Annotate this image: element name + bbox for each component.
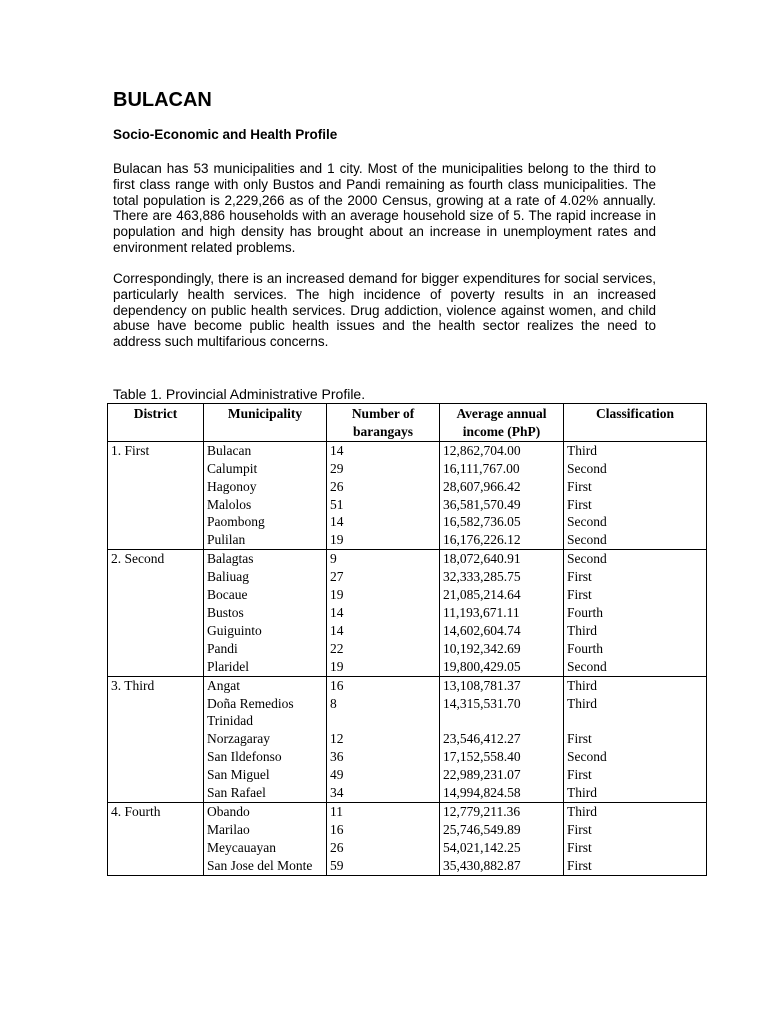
table-body [108, 441, 707, 875]
barangays-cell: 19 [327, 586, 440, 604]
barangays-cell: 19 [327, 658, 440, 676]
barangays-cell: 14 [327, 441, 440, 459]
income-cell: 21,085,214.64 [440, 586, 564, 604]
header-municipality: Municipality [204, 404, 327, 442]
barangays-cell: 16 [327, 821, 440, 839]
income-cell: 11,193,671.11 [440, 604, 564, 622]
municipality-cell: Paombong [204, 513, 327, 531]
income-cell: 12,862,704.00 [440, 441, 564, 459]
barangays-cell: 49 [327, 766, 440, 784]
section-subtitle: Socio-Economic and Health Profile [113, 127, 338, 142]
classification-cell: Fourth [564, 640, 707, 658]
table-row [108, 441, 707, 459]
income-cell: 14,602,604.74 [440, 622, 564, 640]
district-cell: 1. First [108, 441, 204, 549]
classification-cell: First [564, 496, 707, 514]
municipality-cell: Baliuag [204, 568, 327, 586]
classification-cell: Second [564, 531, 707, 549]
classification-cell: Third [564, 695, 707, 731]
barangays-cell: 36 [327, 748, 440, 766]
municipality-cell: Meycauayan [204, 839, 327, 857]
barangays-cell: 29 [327, 460, 440, 478]
income-cell: 14,994,824.58 [440, 784, 564, 802]
income-cell: 23,546,412.27 [440, 730, 564, 748]
income-cell: 16,111,767.00 [440, 460, 564, 478]
classification-cell: Second [564, 748, 707, 766]
municipality-cell: Hagonoy [204, 478, 327, 496]
classification-cell: First [564, 478, 707, 496]
municipality-cell: Malolos [204, 496, 327, 514]
barangays-cell: 14 [327, 513, 440, 531]
table-caption: Table 1. Provincial Administrative Profile. [113, 386, 366, 402]
municipality-cell: Obando [204, 802, 327, 820]
intro-paragraph: Bulacan has 53 municipalities and 1 city. Most of the municipalities belong to the third to first class range with only Bustos and Pandi remaining as fourth class municipalities. The total population is 2,229,266 as of the 2000 Census, growing at a rate of 4.02% annually. There are 463,886 households with an average household size of 5. The rapid increase in population and high density has brought about an increase in unemployment rates and environment related problems. [113, 161, 656, 255]
barangays-cell: 34 [327, 784, 440, 802]
classification-cell: First [564, 766, 707, 784]
classification-cell: Second [564, 550, 707, 568]
classification-cell: Second [564, 658, 707, 676]
health-paragraph: Correspondingly, there is an increased demand for bigger expenditures for social services, particularly health services. The high incidence of poverty results in an increased dependency on public health services. Drug addiction, violence against women, and child abuse have become public health issues and the health sector realizes the need to address such multifarious concerns. [113, 271, 656, 350]
income-cell: 28,607,966.42 [440, 478, 564, 496]
income-cell: 16,176,226.12 [440, 531, 564, 549]
classification-cell: First [564, 857, 707, 875]
table-header-row [108, 404, 707, 442]
municipality-cell: Doña Remedios Trinidad [204, 695, 327, 731]
municipality-cell: Plaridel [204, 658, 327, 676]
header-district: District [108, 404, 204, 442]
municipality-cell: Guiguinto [204, 622, 327, 640]
income-cell: 18,072,640.91 [440, 550, 564, 568]
classification-cell: Third [564, 676, 707, 694]
barangays-cell: 9 [327, 550, 440, 568]
page-title: BULACAN [113, 89, 212, 111]
income-cell: 22,989,231.07 [440, 766, 564, 784]
income-cell: 14,315,531.70 [440, 695, 564, 731]
income-cell: 54,021,142.25 [440, 839, 564, 857]
classification-cell: First [564, 730, 707, 748]
header-classification: Classification [564, 404, 707, 442]
district-cell: 3. Third [108, 676, 204, 802]
income-cell: 12,779,211.36 [440, 802, 564, 820]
municipality-cell: Bustos [204, 604, 327, 622]
barangays-cell: 11 [327, 802, 440, 820]
municipality-cell: Bocaue [204, 586, 327, 604]
barangays-cell: 26 [327, 478, 440, 496]
classification-cell: First [564, 568, 707, 586]
income-cell: 17,152,558.40 [440, 748, 564, 766]
header-income: Average annual income (PhP) [440, 404, 564, 442]
district-cell: 4. Fourth [108, 802, 204, 875]
municipality-cell: Bulacan [204, 441, 327, 459]
barangays-cell: 19 [327, 531, 440, 549]
income-cell: 13,108,781.37 [440, 676, 564, 694]
income-cell: 10,192,342.69 [440, 640, 564, 658]
classification-cell: Third [564, 622, 707, 640]
income-cell: 16,582,736.05 [440, 513, 564, 531]
classification-cell: Third [564, 441, 707, 459]
classification-cell: Second [564, 460, 707, 478]
barangays-cell: 22 [327, 640, 440, 658]
barangays-cell: 14 [327, 604, 440, 622]
classification-cell: First [564, 839, 707, 857]
municipality-cell: San Miguel [204, 766, 327, 784]
income-cell: 35,430,882.87 [440, 857, 564, 875]
income-cell: 36,581,570.49 [440, 496, 564, 514]
barangays-cell: 16 [327, 676, 440, 694]
header-barangays: Number of barangays [327, 404, 440, 442]
barangays-cell: 8 [327, 695, 440, 731]
income-cell: 19,800,429.05 [440, 658, 564, 676]
municipality-cell: Pandi [204, 640, 327, 658]
classification-cell: Third [564, 784, 707, 802]
classification-cell: First [564, 586, 707, 604]
classification-cell: Second [564, 513, 707, 531]
district-cell: 2. Second [108, 550, 204, 676]
municipality-cell: San Ildefonso [204, 748, 327, 766]
municipality-cell: San Rafael [204, 784, 327, 802]
municipality-cell: Calumpit [204, 460, 327, 478]
barangays-cell: 59 [327, 857, 440, 875]
municipality-cell: Norzagaray [204, 730, 327, 748]
municipality-cell: Marilao [204, 821, 327, 839]
classification-cell: Fourth [564, 604, 707, 622]
income-cell: 25,746,549.89 [440, 821, 564, 839]
barangays-cell: 12 [327, 730, 440, 748]
barangays-cell: 14 [327, 622, 440, 640]
barangays-cell: 26 [327, 839, 440, 857]
classification-cell: First [564, 821, 707, 839]
barangays-cell: 27 [327, 568, 440, 586]
table-row [108, 676, 707, 694]
municipality-cell: Balagtas [204, 550, 327, 568]
income-cell: 32,333,285.75 [440, 568, 564, 586]
barangays-cell: 51 [327, 496, 440, 514]
municipality-cell: San Jose del Monte [204, 857, 327, 875]
municipality-cell: Angat [204, 676, 327, 694]
municipality-cell: Pulilan [204, 531, 327, 549]
table-row [108, 802, 707, 820]
provincial-profile-table [107, 403, 707, 876]
table-row [108, 550, 707, 568]
classification-cell: Third [564, 802, 707, 820]
